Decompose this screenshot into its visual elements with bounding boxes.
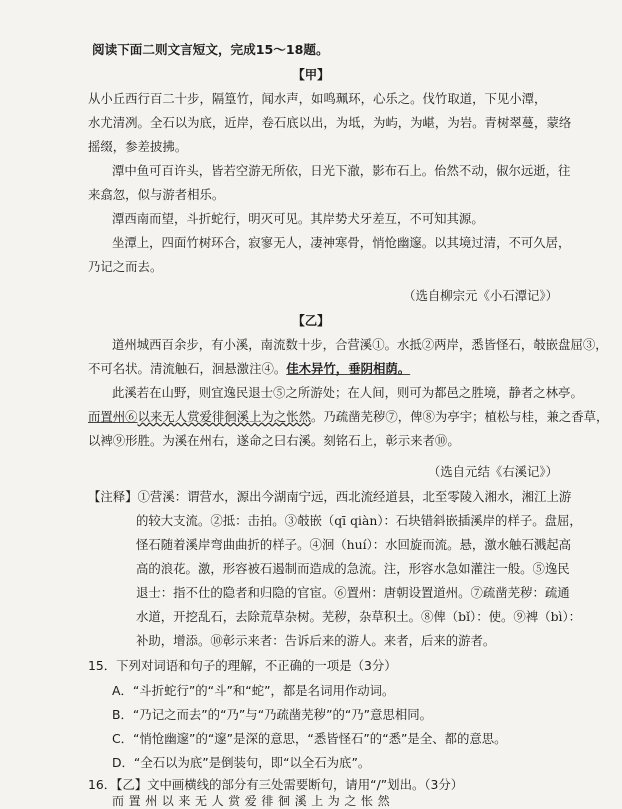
passage-jia-line: 乃记之而去。 (88, 259, 163, 274)
passage-yi-line (88, 361, 410, 377)
annotation-line: 水道，开挖乱石，去除荒草杂树。芜秽，杂草积土。⑧俾（bǐ）：使。⑨裨（bì）： (136, 609, 582, 624)
annotation-line: 【注释】①营溪：谓营水，源出今湖南宁远，西北流经道县，北至零陵入湘水，湘江上游 (88, 489, 572, 504)
question-15-stem: 15．下列对词语和句子的理解，不正确的一项是（3分） (88, 658, 397, 673)
passage-jia-line: 潭西南而望，斗折蛇行，明灭可见。其岸势犬牙差互，不可知其源。 (112, 211, 484, 226)
passage-yi-source: （选自元结《右溪记》） (427, 464, 558, 479)
question-15-option-a: A．“斗折蛇行”的“斗”和“蛇”，都是名词用作动词。 (112, 683, 395, 698)
passage-jia-title: 【甲】 (292, 67, 330, 82)
passage-jia-line: 坐潭上，四面竹树环合，寂寥无人，凄神寒骨，悄怆幽邃。以其境过清，不可久居， (112, 235, 571, 250)
question-16-stem: 16．【乙】文中画横线的部分有三处需要断句，请用“/”划出。（3分） (88, 777, 464, 792)
annotation-line: 高的浪花。激，形容被石遏制而造成的急流。注，形容水急如灌注一般。⑤逸民 (136, 561, 570, 576)
passage-jia-line: 潭中鱼可百许头，皆若空游无所依，日光下澈，影布石上。佁然不动，俶尔远逝，往 (112, 163, 571, 178)
passage-yi-line (88, 409, 608, 425)
passage-jia-line: 来翕忽，似与游者相乐。 (88, 187, 225, 202)
passage-jia-source: （选自柳宗元《小石潭记》） (403, 288, 558, 303)
annotation-line: 补助，增添。⑩彰示来者：告诉后来的游人。来者，后来的游者。 (136, 633, 496, 648)
reading-instruction: 阅读下面二则文言短文，完成15～18题。 (92, 42, 329, 57)
annotation-line: 的较大支流。②抵：击拍。③攲嵌（qī qiàn）：石块错斜嵌插溪岸的样子。盘屈， (136, 513, 582, 528)
passage-yi-line: 以裨⑨形胜。为溪在州右，遂命之曰右溪。刻铭石上，彰示来者⑩。 (88, 433, 460, 448)
question-15-option-c: C．“悄怆幽邃”的“邃”是深的意思，“悉皆怪石”的“悉”是全、都的意思。 (112, 731, 507, 746)
passage-yi-title: 【乙】 (292, 313, 330, 328)
passage-jia-line: 从小丘西行百二十步，隔篁竹，闻水声，如鸣珮环，心乐之。伐竹取道，下见小潭， (88, 91, 547, 106)
question-15-option-d: D．“全石以为底”是倒装句，即“以全石为底”。 (112, 755, 371, 770)
annotation-line: 退士：指不仕的隐者和归隐的官宦。⑥置州：唐朝设置道州。⑦疏凿芜秽：疏通 (136, 585, 570, 600)
passage-yi-text: 。乃疏凿芜秽⑦，俾⑧为亭宇；植松与桂，兼之香草， (311, 409, 609, 424)
passage-yi-text: 不可名状。清流触石，洄悬激注④。 (88, 361, 287, 376)
underlined-phrase: 而置州⑥ (88, 409, 138, 424)
wavy-underlined-sentence: 以来无人赏爱徘徊溪上为之怅然 (137, 409, 312, 424)
question-16-sentence: 而置州以来无人赏爱徘徊溪上为之怅然 (112, 794, 395, 808)
passage-yi-line: 此溪若在山野，则宜逸民退士⑤之所游处；在人间，则可为都邑之胜境，静者之林亭。 (112, 385, 583, 400)
underlined-sentence: 佳木异竹，垂阴相荫。 (286, 361, 411, 376)
annotation-line: 怪石随着溪岸弯曲曲折的样子。④洄（huí）：水回旋而流。悬，激水触石溅起高 (136, 537, 572, 552)
passage-jia-line: 水尤清冽。全石以为底，近岸，卷石底以出，为坻，为屿，为嵁，为岩。青树翠蔓，蒙络 (88, 115, 572, 130)
passage-jia-line: 摇缀，参差披拂。 (88, 139, 188, 154)
question-15-option-b: B．“乃记之而去”的“乃”与“乃疏凿芜秽”的“乃”意思相同。 (112, 707, 433, 722)
passage-yi-line: 道州城西百余步，有小溪，南流数十步，合营溪①。水抵②两岸，悉皆怪石，攲嵌盘屈③， (112, 337, 608, 352)
